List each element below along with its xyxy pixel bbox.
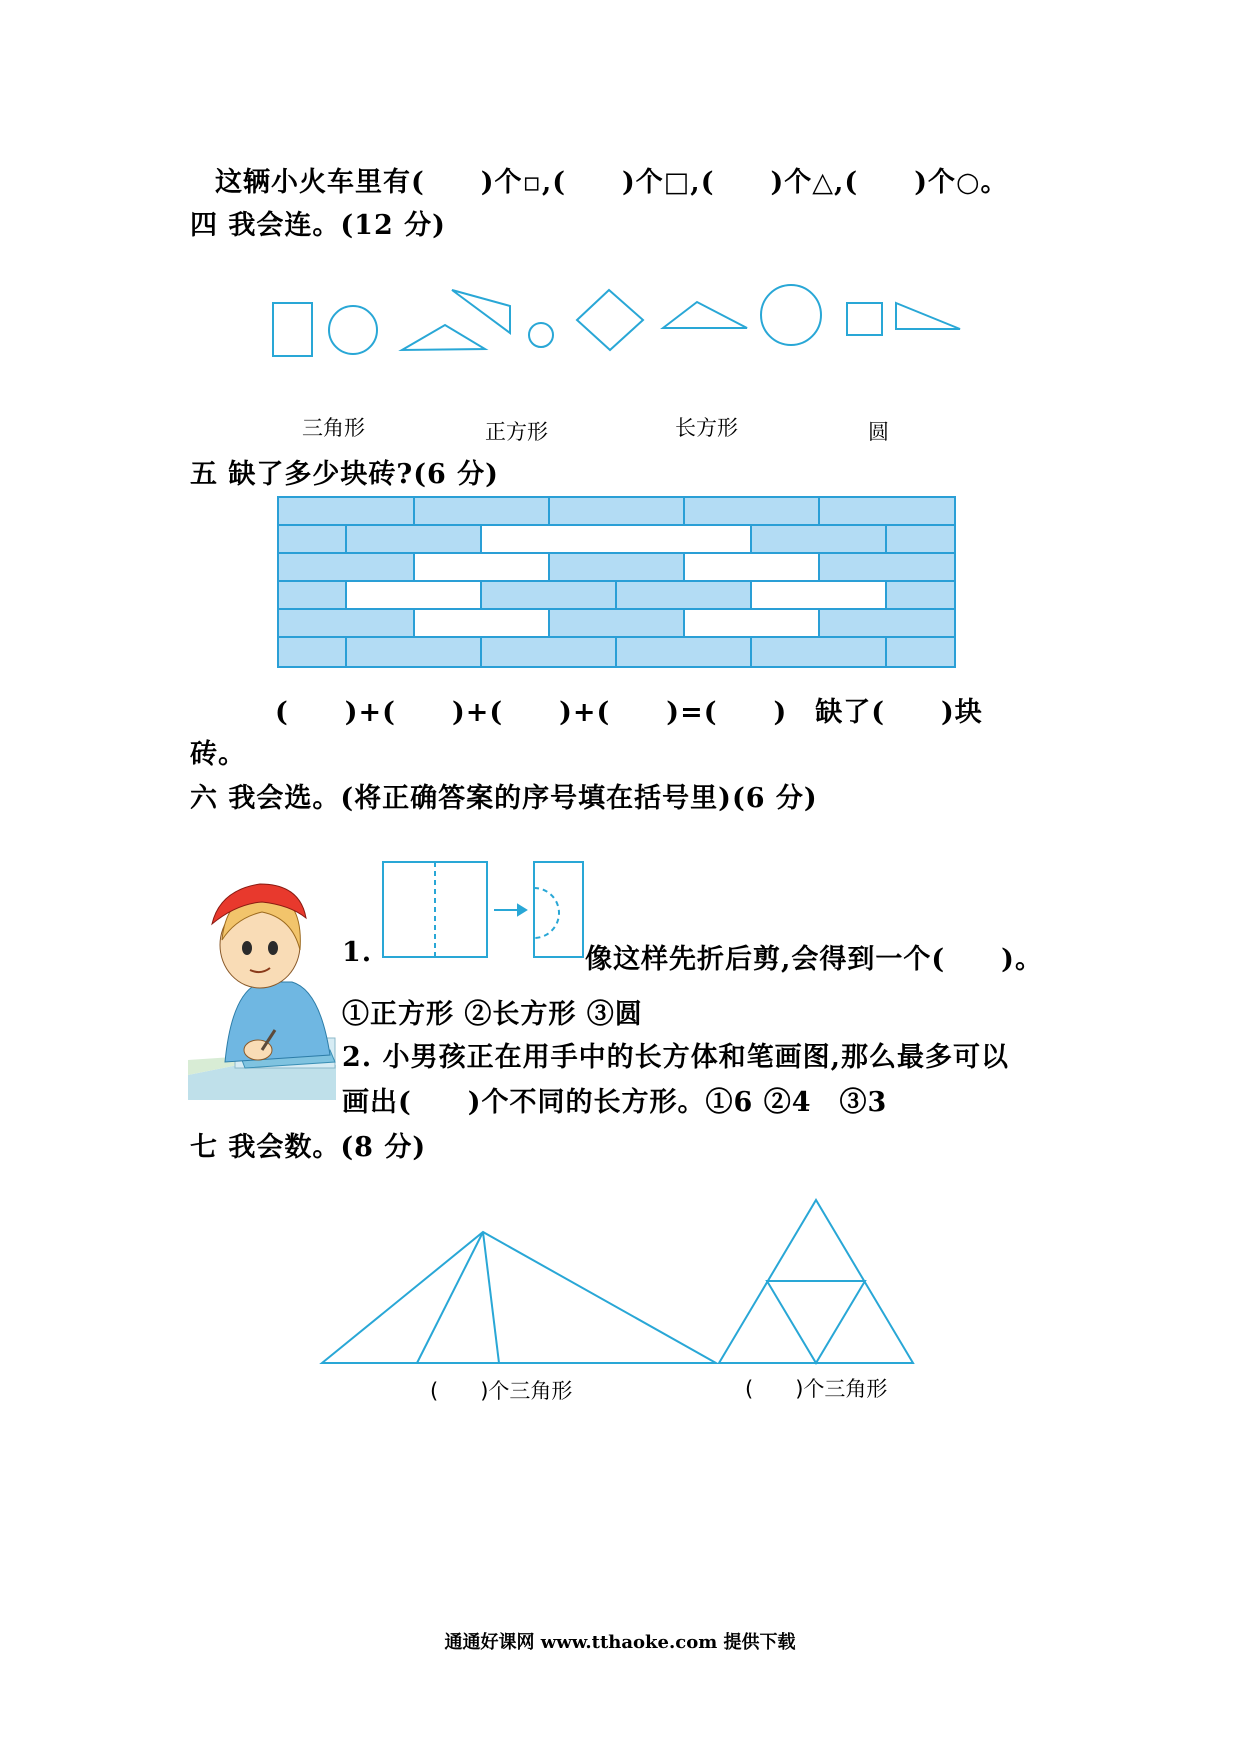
label-square: 正方形 [485, 420, 548, 444]
circle-shape [329, 306, 377, 354]
train-question: 这辆小火车里有( )个▫,( )个□,( )个△,( )个○。 [215, 167, 1009, 198]
rectangle-shape [273, 303, 312, 356]
brick-equation-end: 砖。 [190, 739, 246, 770]
missing-brick [751, 581, 886, 609]
square-shape [577, 290, 643, 350]
missing-brick [414, 609, 549, 637]
section7-title: 七 我会数。(8 分) [190, 1132, 427, 1163]
missing-brick [414, 553, 549, 581]
missing-brick [684, 553, 819, 581]
label-triangle: 三角形 [302, 416, 365, 440]
brick-equation: ( )+( )+( )+( )=( ) 缺了( )块 [275, 697, 983, 728]
label-rectangle: 长方形 [675, 416, 738, 440]
label-circle: 圆 [868, 420, 889, 444]
section6-title: 六 我会选。(将正确答案的序号填在括号里)(6 分) [190, 783, 818, 814]
q1-text: 像这样先折后剪,会得到一个( )。 [585, 944, 1043, 975]
section4-title: 四 我会连。(12 分) [190, 210, 446, 241]
q1-number: 1. [342, 937, 373, 968]
caption-left: ( )个三角形 [430, 1379, 573, 1403]
caption-right: ( )个三角形 [745, 1377, 888, 1401]
q2-line1: 2. 小男孩正在用手中的长方体和笔画图,那么最多可以 [342, 1042, 1009, 1073]
missing-brick [346, 581, 481, 609]
footer: 通通好课网 www.tthaoke.com 提供下载 [444, 1632, 796, 1653]
triangle-shape [402, 325, 485, 350]
circle-shape [761, 285, 821, 345]
triangle-shape [663, 302, 747, 328]
missing-brick [481, 525, 751, 553]
missing-brick [684, 609, 819, 637]
triangle-shape [896, 303, 960, 329]
square-shape [847, 303, 882, 335]
triangle-shape [452, 290, 510, 333]
q2-line2: 画出( )个不同的长方形。①6 ②4 ③3 [342, 1087, 888, 1118]
section5-title: 五 缺了多少块砖?(6 分) [190, 459, 499, 490]
q1-options: ①正方形 ②长方形 ③圆 [342, 999, 643, 1030]
circle-shape [529, 323, 553, 347]
